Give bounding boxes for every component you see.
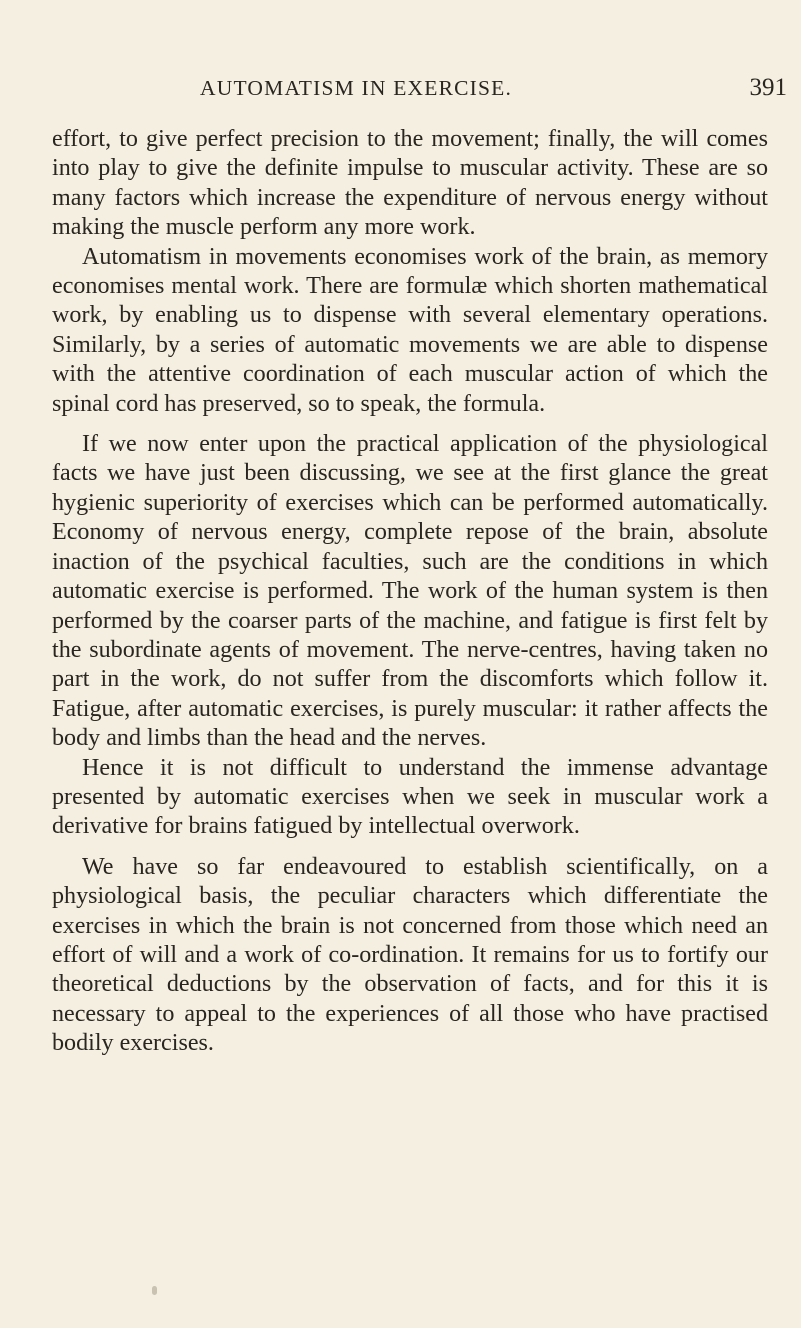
body-text [52,125,768,1059]
page-number: 391 [749,74,787,101]
paragraph-4: Hence it is not difficult to understand the immense advantage presented by automatic exercises when we seek in muscular work a derivative for brains fatigued by intellectual overwork. [52,754,768,840]
paragraph-1: effort, to give perfect precision to the movement; finally, the will comes into play to give the definite impulse to muscular activity. These are so many factors which increase the expenditure of nervous energy without making the muscle perform any more work. [52,126,768,241]
paragraph-5: We have so far endeavoured to establish scientifically, on a physiological basis, the peculiar characters which differentiate the exercises in which the brain is not concerned from those which need an effort of will and a work of co-ordination. It remains for us to fortify our theoretical deductions by the observation of facts, and for this it is necessary to appeal to the experiences of all those who have practised bodily exercises. [52,853,768,1057]
paragraph-2: Automatism in movements economises work of the brain, as memory economises mental work. There are formulæ which shorten mathematical work, by enabling us to dispense with several elementary operations. Similarly, by a series of automatic movements we are able to dispense with the attentive coordination of each muscular action of which the spinal cord has preserved, so to speak, the formula. [52,243,768,417]
running-head [40,76,795,116]
paper-speck [152,1286,157,1295]
paragraph-3: If we now enter upon the practical application of the physiological facts we have just been discussing, we see at the first glance the great hygienic superiority of exercises which can be performed automatically. Economy of nervous energy, complete repose of the brain, absolute inaction of the psychical faculties, such are the conditions in which automatic exercise is performed. The work of the human system is then performed by the coarser parts of the machine, and fatigue is first felt by the subordinate agents of movement. The nerve-centres, having taken no part in the work, do not suffer from the discomforts which follow it. Fatigue, after automatic exercises, is purely muscular: it rather affects the body and limbs than the head and the nerves. [52,431,768,752]
running-title: AUTOMATISM IN EXERCISE. [200,76,513,100]
